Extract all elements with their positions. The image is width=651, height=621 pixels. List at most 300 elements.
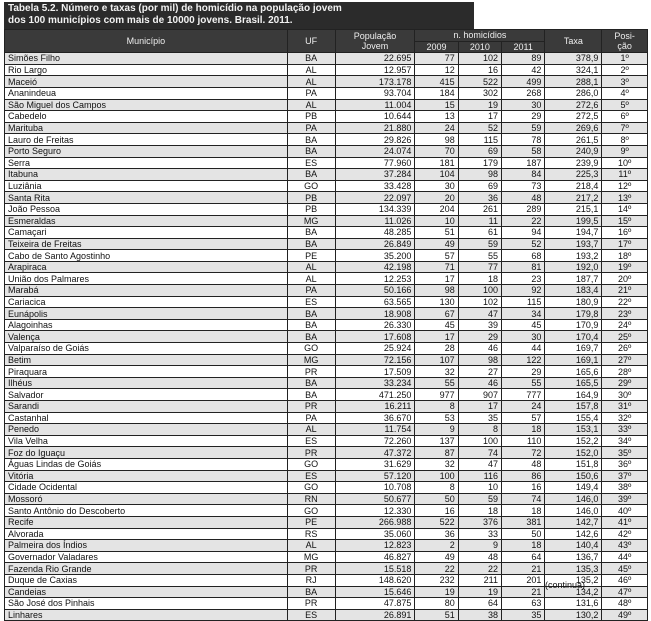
cell-2010: 69 — [458, 145, 501, 157]
cell-taxa: 170,4 — [545, 331, 602, 343]
cell-2010: 261 — [458, 203, 501, 215]
cell-uf: PA — [287, 412, 335, 424]
cell-2010: 47 — [458, 308, 501, 320]
cell-taxa: 150,6 — [545, 470, 602, 482]
cell-2010: 18 — [458, 505, 501, 517]
cell-2009: 522 — [415, 516, 458, 528]
header-2009: 2009 — [415, 41, 458, 53]
cell-posicao: 4º — [602, 87, 648, 99]
cell-uf: PA — [287, 122, 335, 134]
table-row — [5, 64, 648, 76]
table-row — [5, 609, 648, 621]
cell-uf: ES — [287, 609, 335, 621]
cell-municipio: Fazenda Rio Grande — [5, 563, 288, 575]
cell-posicao: 42º — [602, 528, 648, 540]
cell-2011: 23 — [502, 273, 545, 285]
homicide-table — [4, 29, 648, 621]
cell-taxa: 155,4 — [545, 412, 602, 424]
cell-uf: ES — [287, 296, 335, 308]
cell-posicao: 8º — [602, 134, 648, 146]
cell-uf: AL — [287, 76, 335, 88]
cell-taxa: 239,9 — [545, 157, 602, 169]
cell-2010: 17 — [458, 401, 501, 413]
cell-2010: 55 — [458, 250, 501, 262]
table-row — [5, 458, 648, 470]
cell-2009: 181 — [415, 157, 458, 169]
table-row — [5, 354, 648, 366]
cell-2010: 116 — [458, 470, 501, 482]
cell-municipio: Maceió — [5, 76, 288, 88]
cell-uf: RJ — [287, 574, 335, 586]
cell-uf: BA — [287, 134, 335, 146]
cell-populacao: 22.097 — [335, 192, 415, 204]
cell-municipio: Betim — [5, 354, 288, 366]
cell-2009: 104 — [415, 169, 458, 181]
cell-taxa: 130,2 — [545, 609, 602, 621]
cell-taxa: 192,0 — [545, 261, 602, 273]
cell-populacao: 50.677 — [335, 493, 415, 505]
cell-2011: 92 — [502, 285, 545, 297]
cell-2011: 50 — [502, 528, 545, 540]
table-row — [5, 273, 648, 285]
cell-2009: 13 — [415, 111, 458, 123]
cell-2010: 100 — [458, 285, 501, 297]
cell-posicao: 24º — [602, 319, 648, 331]
cell-taxa: 135,3 — [545, 563, 602, 575]
cell-taxa: 142,7 — [545, 516, 602, 528]
cell-posicao: 14º — [602, 203, 648, 215]
cell-2010: 10 — [458, 482, 501, 494]
cell-municipio: Cabo de Santo Agostinho — [5, 250, 288, 262]
cell-2011: 68 — [502, 250, 545, 262]
table-row — [5, 308, 648, 320]
cell-taxa: 194,7 — [545, 227, 602, 239]
cell-posicao: 13º — [602, 192, 648, 204]
cell-populacao: 31.629 — [335, 458, 415, 470]
table-row — [5, 53, 648, 65]
cell-taxa: 218,4 — [545, 180, 602, 192]
cell-municipio: Simões Filho — [5, 53, 288, 65]
cell-uf: GO — [287, 180, 335, 192]
cell-2011: 29 — [502, 111, 545, 123]
cell-populacao: 173.178 — [335, 76, 415, 88]
cell-populacao: 12.823 — [335, 540, 415, 552]
cell-2010: 69 — [458, 180, 501, 192]
table-row — [5, 482, 648, 494]
cell-populacao: 11.754 — [335, 424, 415, 436]
cell-uf: ES — [287, 435, 335, 447]
cell-uf: PE — [287, 516, 335, 528]
cell-2011: 30 — [502, 99, 545, 111]
cell-2011: 30 — [502, 331, 545, 343]
cell-uf: AL — [287, 273, 335, 285]
cell-taxa: 183,4 — [545, 285, 602, 297]
cell-taxa: 170,9 — [545, 319, 602, 331]
cell-uf: BA — [287, 308, 335, 320]
cell-2010: 77 — [458, 261, 501, 273]
cell-posicao: 36º — [602, 458, 648, 470]
cell-municipio: Cariacica — [5, 296, 288, 308]
cell-municipio: São Miguel dos Campos — [5, 99, 288, 111]
cell-uf: GO — [287, 482, 335, 494]
cell-municipio: Mossoró — [5, 493, 288, 505]
cell-populacao: 46.827 — [335, 551, 415, 563]
cell-uf: BA — [287, 586, 335, 598]
cell-2009: 51 — [415, 227, 458, 239]
table-row — [5, 424, 648, 436]
cell-2009: 77 — [415, 53, 458, 65]
cell-posicao: 41º — [602, 516, 648, 528]
cell-2011: 21 — [502, 563, 545, 575]
table-row — [5, 447, 648, 459]
cell-2011: 78 — [502, 134, 545, 146]
cell-2011: 57 — [502, 412, 545, 424]
cell-posicao: 25º — [602, 331, 648, 343]
cell-2011: 59 — [502, 122, 545, 134]
cell-2011: 289 — [502, 203, 545, 215]
table-row — [5, 505, 648, 517]
cell-posicao: 32º — [602, 412, 648, 424]
table-row — [5, 528, 648, 540]
table-row — [5, 366, 648, 378]
cell-2009: 15 — [415, 99, 458, 111]
header-posicao-line-2: ção — [617, 41, 632, 52]
cell-2009: 71 — [415, 261, 458, 273]
cell-2011: 16 — [502, 482, 545, 494]
header-uf: UF — [287, 30, 335, 53]
cell-populacao: 22.695 — [335, 53, 415, 65]
cell-posicao: 17º — [602, 238, 648, 250]
cell-2011: 89 — [502, 53, 545, 65]
cell-populacao: 48.285 — [335, 227, 415, 239]
cell-uf: BA — [287, 389, 335, 401]
cell-2011: 18 — [502, 424, 545, 436]
table-row — [5, 389, 648, 401]
cell-2010: 61 — [458, 227, 501, 239]
cell-uf: PB — [287, 192, 335, 204]
table-row — [5, 203, 648, 215]
cell-taxa: 157,8 — [545, 401, 602, 413]
cell-taxa: 134,2 — [545, 586, 602, 598]
cell-municipio: Cabedelo — [5, 111, 288, 123]
table-row — [5, 238, 648, 250]
cell-2011: 81 — [502, 261, 545, 273]
cell-taxa: 164,9 — [545, 389, 602, 401]
cell-2010: 39 — [458, 319, 501, 331]
cell-populacao: 11.026 — [335, 215, 415, 227]
cell-2009: 19 — [415, 586, 458, 598]
cell-2009: 130 — [415, 296, 458, 308]
cell-posicao: 47º — [602, 586, 648, 598]
header-municipio: Município — [5, 30, 288, 53]
cell-2010: 48 — [458, 551, 501, 563]
cell-taxa: 286,0 — [545, 87, 602, 99]
cell-municipio: Eunápolis — [5, 308, 288, 320]
cell-2011: 55 — [502, 377, 545, 389]
cell-2011: 86 — [502, 470, 545, 482]
cell-uf: BA — [287, 331, 335, 343]
cell-2010: 33 — [458, 528, 501, 540]
cell-2011: 21 — [502, 586, 545, 598]
table-row — [5, 377, 648, 389]
cell-2011: 72 — [502, 447, 545, 459]
cell-uf: RS — [287, 528, 335, 540]
cell-taxa: 225,3 — [545, 169, 602, 181]
cell-taxa: 199,5 — [545, 215, 602, 227]
cell-2009: 36 — [415, 528, 458, 540]
cell-2009: 17 — [415, 331, 458, 343]
cell-posicao: 3º — [602, 76, 648, 88]
cell-municipio: Serra — [5, 157, 288, 169]
cell-2009: 107 — [415, 354, 458, 366]
cell-uf: ES — [287, 157, 335, 169]
cell-posicao: 29º — [602, 377, 648, 389]
cell-2011: 24 — [502, 401, 545, 413]
cell-2011: 45 — [502, 319, 545, 331]
table-row — [5, 134, 648, 146]
cell-2009: 30 — [415, 180, 458, 192]
cell-municipio: Santo Antônio do Descoberto — [5, 505, 288, 517]
cell-2009: 55 — [415, 377, 458, 389]
table-row — [5, 470, 648, 482]
cell-posicao: 11º — [602, 169, 648, 181]
header-populacao-line-1: População — [353, 31, 397, 42]
cell-2009: 204 — [415, 203, 458, 215]
cell-2010: 11 — [458, 215, 501, 227]
cell-2009: 98 — [415, 134, 458, 146]
cell-populacao: 11.004 — [335, 99, 415, 111]
cell-taxa: 272,5 — [545, 111, 602, 123]
cell-2010: 18 — [458, 273, 501, 285]
cell-uf: BA — [287, 319, 335, 331]
cell-populacao: 72.156 — [335, 354, 415, 366]
table-row — [5, 215, 648, 227]
cell-taxa: 179,8 — [545, 308, 602, 320]
cell-2009: 49 — [415, 238, 458, 250]
cell-posicao: 30º — [602, 389, 648, 401]
cell-municipio: Itabuna — [5, 169, 288, 181]
cell-populacao: 63.565 — [335, 296, 415, 308]
cell-2009: 415 — [415, 76, 458, 88]
cell-2010: 9 — [458, 540, 501, 552]
cell-populacao: 471.250 — [335, 389, 415, 401]
cell-municipio: Ananindeua — [5, 87, 288, 99]
cell-taxa: 378,9 — [545, 53, 602, 65]
cell-municipio: Piraquara — [5, 366, 288, 378]
cell-taxa: 140,4 — [545, 540, 602, 552]
cell-uf: AL — [287, 99, 335, 111]
cell-2009: 22 — [415, 563, 458, 575]
cell-municipio: União dos Palmares — [5, 273, 288, 285]
cell-municipio: Ilhéus — [5, 377, 288, 389]
cell-2009: 10 — [415, 215, 458, 227]
header-2010: 2010 — [458, 41, 501, 53]
cell-populacao: 12.253 — [335, 273, 415, 285]
cell-taxa: 165,6 — [545, 366, 602, 378]
table-row — [5, 296, 648, 308]
cell-2009: 53 — [415, 412, 458, 424]
cell-posicao: 40º — [602, 505, 648, 517]
cell-municipio: Duque de Caxias — [5, 574, 288, 586]
cell-2011: 115 — [502, 296, 545, 308]
cell-municipio: Vila Velha — [5, 435, 288, 447]
cell-posicao: 21º — [602, 285, 648, 297]
cell-2009: 32 — [415, 366, 458, 378]
cell-2009: 57 — [415, 250, 458, 262]
cell-uf: AL — [287, 424, 335, 436]
cell-2011: 18 — [502, 505, 545, 517]
cell-municipio: Alvorada — [5, 528, 288, 540]
cell-posicao: 23º — [602, 308, 648, 320]
cell-2010: 59 — [458, 493, 501, 505]
cell-2010: 19 — [458, 99, 501, 111]
cell-2011: 777 — [502, 389, 545, 401]
cell-populacao: 18.908 — [335, 308, 415, 320]
table-row — [5, 331, 648, 343]
cell-uf: PB — [287, 111, 335, 123]
cell-posicao: 33º — [602, 424, 648, 436]
table-row — [5, 99, 648, 111]
cell-posicao: 6º — [602, 111, 648, 123]
cell-2009: 49 — [415, 551, 458, 563]
cell-posicao: 16º — [602, 227, 648, 239]
cell-taxa: 215,1 — [545, 203, 602, 215]
cell-2010: 36 — [458, 192, 501, 204]
cell-posicao: 38º — [602, 482, 648, 494]
cell-2011: 122 — [502, 354, 545, 366]
cell-uf: ES — [287, 470, 335, 482]
cell-2010: 8 — [458, 424, 501, 436]
table-row — [5, 551, 648, 563]
cell-2010: 115 — [458, 134, 501, 146]
cell-populacao: 57.120 — [335, 470, 415, 482]
cell-municipio: Teixeira de Freitas — [5, 238, 288, 250]
cell-2010: 907 — [458, 389, 501, 401]
cell-2011: 381 — [502, 516, 545, 528]
cell-taxa: 169,7 — [545, 343, 602, 355]
cell-posicao: 5º — [602, 99, 648, 111]
cell-taxa: 169,1 — [545, 354, 602, 366]
cell-populacao: 26.849 — [335, 238, 415, 250]
table-row — [5, 122, 648, 134]
cell-2010: 52 — [458, 122, 501, 134]
table-row — [5, 192, 648, 204]
cell-municipio: Castanhal — [5, 412, 288, 424]
cell-2011: 187 — [502, 157, 545, 169]
cell-2011: 29 — [502, 366, 545, 378]
cell-2010: 46 — [458, 343, 501, 355]
cell-populacao: 72.260 — [335, 435, 415, 447]
cell-2010: 19 — [458, 586, 501, 598]
cell-municipio: Lauro de Freitas — [5, 134, 288, 146]
cell-posicao: 49º — [602, 609, 648, 621]
cell-posicao: 18º — [602, 250, 648, 262]
cell-municipio: Marituba — [5, 122, 288, 134]
cell-uf: PR — [287, 401, 335, 413]
cell-2011: 48 — [502, 192, 545, 204]
table-row — [5, 76, 648, 88]
cell-taxa: 180,9 — [545, 296, 602, 308]
cell-uf: GO — [287, 343, 335, 355]
header-homicidios: n. homicídios — [415, 30, 545, 42]
cell-posicao: 39º — [602, 493, 648, 505]
cell-uf: MG — [287, 354, 335, 366]
cell-2009: 8 — [415, 401, 458, 413]
cell-taxa: 136,7 — [545, 551, 602, 563]
cell-municipio: Governador Valadares — [5, 551, 288, 563]
cell-taxa: 153,1 — [545, 424, 602, 436]
table-row — [5, 563, 648, 575]
cell-2009: 977 — [415, 389, 458, 401]
cell-taxa: 146,0 — [545, 493, 602, 505]
cell-uf: AL — [287, 64, 335, 76]
cell-populacao: 17.608 — [335, 331, 415, 343]
cell-posicao: 44º — [602, 551, 648, 563]
cell-2011: 34 — [502, 308, 545, 320]
table-row — [5, 250, 648, 262]
cell-municipio: Santa Rita — [5, 192, 288, 204]
cell-populacao: 42.198 — [335, 261, 415, 273]
cell-taxa: 149,4 — [545, 482, 602, 494]
cell-2009: 16 — [415, 505, 458, 517]
cell-municipio: Esmeraldas — [5, 215, 288, 227]
cell-posicao: 35º — [602, 447, 648, 459]
cell-posicao: 7º — [602, 122, 648, 134]
cell-taxa: 152,0 — [545, 447, 602, 459]
cell-2009: 17 — [415, 273, 458, 285]
cell-2010: 38 — [458, 609, 501, 621]
cell-municipio: Luziânia — [5, 180, 288, 192]
cell-2009: 50 — [415, 493, 458, 505]
cell-municipio: Camaçari — [5, 227, 288, 239]
cell-municipio: Cidade Ocidental — [5, 482, 288, 494]
cell-2010: 59 — [458, 238, 501, 250]
cell-2009: 12 — [415, 64, 458, 76]
cell-posicao: 10º — [602, 157, 648, 169]
cell-2011: 110 — [502, 435, 545, 447]
cell-uf: GO — [287, 505, 335, 517]
cell-2010: 102 — [458, 296, 501, 308]
table-row — [5, 169, 648, 181]
cell-populacao: 24.074 — [335, 145, 415, 157]
cell-2009: 232 — [415, 574, 458, 586]
cell-uf: BA — [287, 227, 335, 239]
cell-2010: 35 — [458, 412, 501, 424]
cell-municipio: Valença — [5, 331, 288, 343]
cell-2010: 376 — [458, 516, 501, 528]
cell-taxa: 193,7 — [545, 238, 602, 250]
cell-populacao: 47.875 — [335, 598, 415, 610]
cell-populacao: 12.330 — [335, 505, 415, 517]
cell-uf: PA — [287, 285, 335, 297]
cell-posicao: 43º — [602, 540, 648, 552]
cell-posicao: 9º — [602, 145, 648, 157]
cell-2011: 201 — [502, 574, 545, 586]
cell-2010: 522 — [458, 76, 501, 88]
cell-2010: 29 — [458, 331, 501, 343]
cell-municipio: Penedo — [5, 424, 288, 436]
cell-2011: 268 — [502, 87, 545, 99]
cell-uf: MG — [287, 551, 335, 563]
cell-2009: 80 — [415, 598, 458, 610]
cell-2011: 44 — [502, 343, 545, 355]
cell-populacao: 12.957 — [335, 64, 415, 76]
cell-posicao: 48º — [602, 598, 648, 610]
cell-populacao: 47.372 — [335, 447, 415, 459]
cell-uf: BA — [287, 169, 335, 181]
cell-posicao: 12º — [602, 180, 648, 192]
cell-2010: 98 — [458, 354, 501, 366]
